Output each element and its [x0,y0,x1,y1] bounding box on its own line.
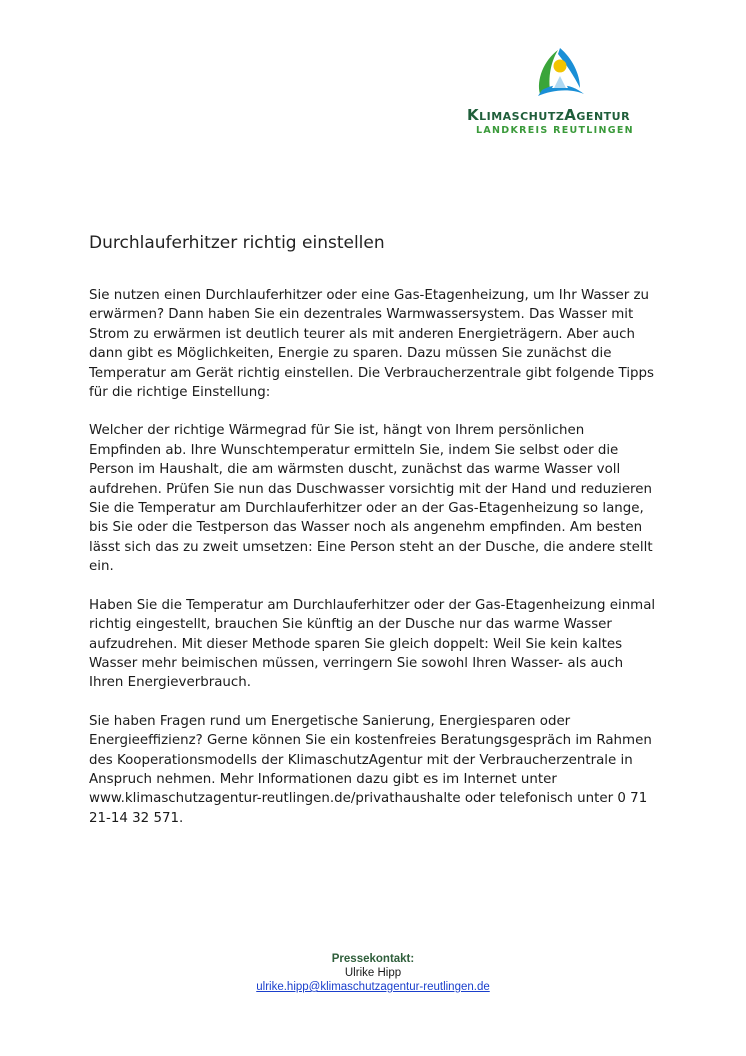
paragraph-contact-info: Sie haben Fragen rund um Energetische Sanierung, Energiesparen oder Energieeffizienz? Gerne können Sie ein kostenfreies Beratungsgespräch im Rahmen des Kooperationsmodells der KlimaschutzAgentur mit der Verbraucherzentrale in Anspruch nehmen. Mehr Informationen dazu gibt es im Internet unter www.klimaschutzagentur-reutlingen.de/privathaushalte oder telefonisch unter 0 71 21-14 32 571. [89,713,652,826]
logo-subtitle: LANDKREIS REUTLINGEN [476,125,634,136]
press-contact-name: Ulrike Hipp [344,967,402,979]
paragraph-intro: Sie nutzen einen Durchlauferhitzer oder eine Gas-Etagenheizung, um Ihr Wasser zu erwärmen? Dann haben Sie ein dezentrales Warmwassersystem. Das Wasser mit Strom zu erwärmen ist deutlich teurer als mit anderen Energieträgern. Aber auch dann gibt es Möglichkeiten, Energie zu sparen. Dazu müssen Sie zunächst die Temperatur am Gerät richtig einstellen. Die Verbraucherzentrale gibt folgende Tipps für die richtige Einstellung: [89,288,655,401]
climate-agency-logo-icon [530,44,586,100]
press-contact [0,952,746,994]
paragraph-temperature: Welcher der richtige Wärmegrad für Sie ist, hängt von Ihrem persönlichen Empfinden ab. Ihre Wunschtemperatur ermitteln Sie, indem Sie selbst oder die Person im Haushalt, die am wärmsten duscht, zunächst das warme Wasser voll aufdrehen. Prüfen Sie nun das Duschwasser vorsichtig mit der Hand und reduzieren Sie die Temperatur am Durchlauferhitzer oder an der Gas-Etagenheizung so lange, bis Sie oder die Testperson das Wasser noch als angenehm empfinden. Am besten lässt sich das zu zweit umsetzen: Eine Person steht an der Dusche, die andere stellt ein. [89,423,653,575]
press-contact-email-link[interactable]: ulrike.hipp@klimaschutzagentur-reutlingen.de [256,981,490,993]
paragraph-savings: Haben Sie die Temperatur am Durchlauferhitzer oder der Gas-Etagenheizung einmal richtig eingestellt, brauchen Sie künftig an der Dusche nur das warme Wasser aufzudrehen. Mit dieser Methode sparen Sie gleich doppelt: Weil Sie kein kaltes Wasser mehr beimischen müssen, verringern Sie sowohl Ihren Wasser- als auch Ihren Energieverbrauch. [89,597,656,691]
document-body [89,286,659,847]
agency-logo [460,44,660,144]
press-contact-label: Pressekontakt: [331,953,415,965]
logo-name: KlimaschutzAgentur [467,106,631,124]
document-title: Durchlauferhitzer richtig einstellen [89,233,385,253]
